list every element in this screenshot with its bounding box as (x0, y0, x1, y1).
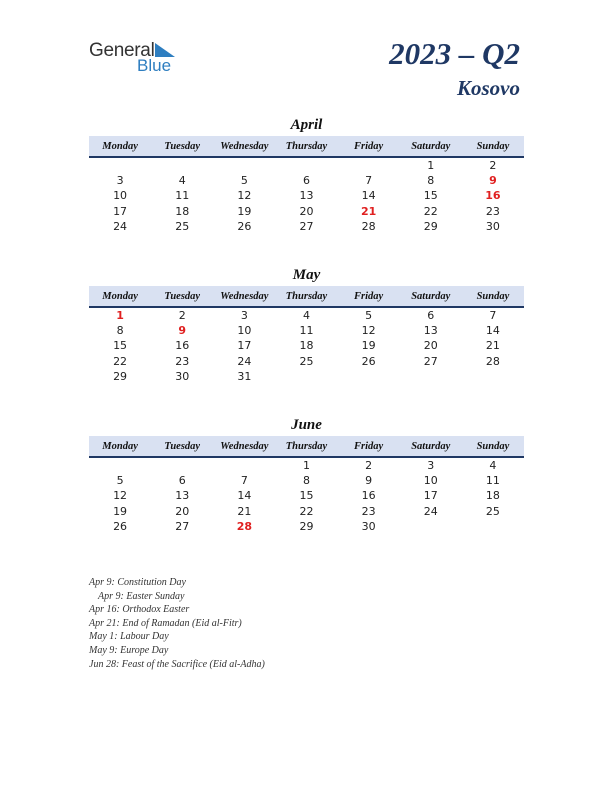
day-cell: 27 (299, 219, 314, 233)
day-cell: 24 (113, 219, 128, 233)
day-cell: 15 (423, 189, 438, 203)
week-row (89, 473, 524, 488)
day-cell: 9 (489, 174, 497, 188)
week-row (89, 308, 524, 323)
weekday-label: Wednesday (220, 290, 269, 302)
day-cell: 2 (178, 309, 186, 323)
week-row (89, 519, 524, 534)
weekday-label: Monday (102, 290, 138, 302)
weekday-label: Tuesday (164, 440, 201, 452)
day-cell: 22 (423, 204, 438, 218)
week-row (89, 173, 524, 188)
day-cell: 3 (427, 459, 435, 473)
day-cell: 21 (237, 504, 252, 518)
day-cell: 24 (237, 354, 252, 368)
week-row (89, 488, 524, 503)
month-name: May (292, 267, 321, 283)
day-cell: 3 (116, 174, 124, 188)
day-cell: 18 (299, 339, 314, 353)
day-cell: 15 (299, 489, 314, 503)
day-cell: 9 (178, 324, 187, 338)
holiday-note: Apr 21: End of Ramadan (Eid al-Fitr) (89, 617, 242, 629)
day-cell: 13 (175, 489, 190, 503)
month-june (89, 416, 524, 534)
day-cell: 23 (485, 204, 500, 218)
logo-text-general: General (89, 40, 155, 61)
day-cell: 5 (365, 309, 373, 323)
day-cell: 13 (299, 189, 314, 203)
day-cell: 7 (365, 174, 373, 188)
weekday-header (89, 136, 524, 158)
day-cell: 25 (485, 504, 500, 518)
day-cell: 18 (485, 489, 500, 503)
day-cell: 1 (302, 459, 310, 473)
day-cell: 16 (485, 189, 501, 203)
day-cell: 23 (175, 354, 190, 368)
holiday-note: May 9: Europe Day (89, 644, 169, 656)
weekday-label: Friday (354, 140, 384, 152)
weekday-label: Monday (102, 140, 138, 152)
day-cell: 31 (237, 369, 252, 383)
day-cell: 3 (240, 309, 248, 323)
day-cell: 28 (361, 219, 376, 233)
day-cell: 12 (237, 189, 252, 203)
day-cell: 28 (485, 354, 500, 368)
day-cell: 17 (237, 339, 252, 353)
day-cell: 6 (427, 309, 435, 323)
week-row (89, 338, 524, 353)
day-cell: 29 (423, 219, 438, 233)
day-cell: 22 (299, 504, 314, 518)
day-cell: 28 (236, 519, 252, 533)
weekday-label: Sunday (476, 440, 510, 452)
page-title: 2023 – Q2 (389, 36, 520, 71)
holiday-note: May 1: Labour Day (89, 631, 169, 643)
day-cell: 14 (361, 189, 376, 203)
day-cell: 22 (113, 354, 128, 368)
weekday-header (89, 436, 524, 458)
weekday-label: Thursday (285, 290, 328, 302)
logo (89, 40, 189, 76)
day-cell: 9 (365, 474, 373, 488)
holiday-notes (89, 576, 265, 671)
day-cell: 7 (240, 474, 248, 488)
day-cell: 26 (113, 519, 128, 533)
country-name: Kosovo (457, 76, 520, 100)
week-row (89, 219, 524, 234)
month-name: April (290, 117, 323, 133)
weekday-label: Tuesday (164, 290, 201, 302)
day-cell: 19 (237, 204, 252, 218)
logo-triangle-icon (155, 43, 175, 57)
month-april (89, 116, 524, 234)
day-cell: 5 (116, 474, 124, 488)
week-row (89, 369, 524, 384)
weekday-label: Sunday (476, 290, 510, 302)
day-cell: 25 (175, 219, 190, 233)
day-cell: 6 (302, 174, 310, 188)
day-cell: 17 (113, 204, 128, 218)
day-cell: 30 (485, 219, 500, 233)
weekday-label: Monday (102, 440, 138, 452)
weekday-label: Thursday (285, 440, 328, 452)
day-cell: 29 (113, 369, 128, 383)
week-row (89, 323, 524, 338)
weekday-label: Tuesday (164, 140, 201, 152)
holiday-note: Apr 9: Easter Sunday (98, 590, 185, 602)
day-cell: 11 (175, 189, 190, 203)
day-cell: 23 (361, 504, 376, 518)
day-cell: 24 (423, 504, 438, 518)
week-row (89, 504, 524, 519)
day-cell: 2 (489, 159, 497, 173)
weekday-header (89, 286, 524, 308)
day-cell: 4 (178, 174, 186, 188)
day-cell: 2 (365, 459, 373, 473)
day-cell: 12 (361, 324, 376, 338)
weekday-label: Wednesday (220, 140, 269, 152)
day-cell: 12 (113, 489, 128, 503)
day-cell: 8 (302, 474, 310, 488)
day-cell: 20 (299, 204, 314, 218)
day-cell: 17 (423, 489, 438, 503)
day-cell: 10 (237, 324, 252, 338)
day-cell: 16 (361, 489, 376, 503)
holiday-note: Jun 28: Feast of the Sacrifice (Eid al-Adha) (89, 658, 265, 670)
day-cell: 27 (423, 354, 438, 368)
day-cell: 1 (427, 159, 435, 173)
weekday-label: Friday (354, 440, 384, 452)
day-cell: 11 (299, 324, 314, 338)
day-cell: 18 (175, 204, 190, 218)
day-cell: 11 (485, 474, 500, 488)
day-cell: 20 (423, 339, 438, 353)
weekday-label: Friday (354, 290, 384, 302)
day-cell: 10 (113, 189, 128, 203)
week-row (89, 188, 524, 203)
day-cell: 30 (175, 369, 190, 383)
day-cell: 19 (113, 504, 128, 518)
day-cell: 19 (361, 339, 376, 353)
day-cell: 8 (116, 324, 124, 338)
month-name: June (291, 417, 322, 433)
day-cell: 4 (489, 459, 497, 473)
weekday-label: Sunday (476, 140, 510, 152)
week-row (89, 458, 524, 473)
day-cell: 26 (361, 354, 376, 368)
weekday-label: Saturday (411, 140, 451, 152)
day-cell: 16 (175, 339, 190, 353)
day-cell: 7 (489, 309, 497, 323)
day-cell: 1 (116, 309, 124, 323)
holiday-note: Apr 16: Orthodox Easter (89, 604, 190, 616)
week-row (89, 158, 524, 173)
day-cell: 20 (175, 504, 190, 518)
holiday-note: Apr 9: Constitution Day (89, 577, 186, 588)
day-cell: 26 (237, 219, 252, 233)
day-cell: 21 (485, 339, 500, 353)
weekday-label: Saturday (411, 440, 451, 452)
day-cell: 15 (113, 339, 128, 353)
day-cell: 30 (361, 519, 376, 533)
day-cell: 13 (423, 324, 438, 338)
weekday-label: Thursday (285, 140, 328, 152)
day-cell: 14 (237, 489, 252, 503)
day-cell: 27 (175, 519, 190, 533)
day-cell: 21 (360, 204, 377, 218)
day-cell: 5 (240, 174, 248, 188)
week-row (89, 204, 524, 219)
day-cell: 6 (178, 474, 186, 488)
day-cell: 10 (423, 474, 438, 488)
weekday-label: Saturday (411, 290, 451, 302)
week-row (89, 354, 524, 369)
day-cell: 4 (302, 309, 310, 323)
day-cell: 25 (299, 354, 314, 368)
day-cell: 14 (485, 324, 500, 338)
month-may (89, 266, 524, 384)
logo-text-blue: Blue (137, 56, 172, 75)
day-cell: 29 (299, 519, 314, 533)
day-cell: 8 (427, 174, 435, 188)
weekday-label: Wednesday (220, 440, 269, 452)
